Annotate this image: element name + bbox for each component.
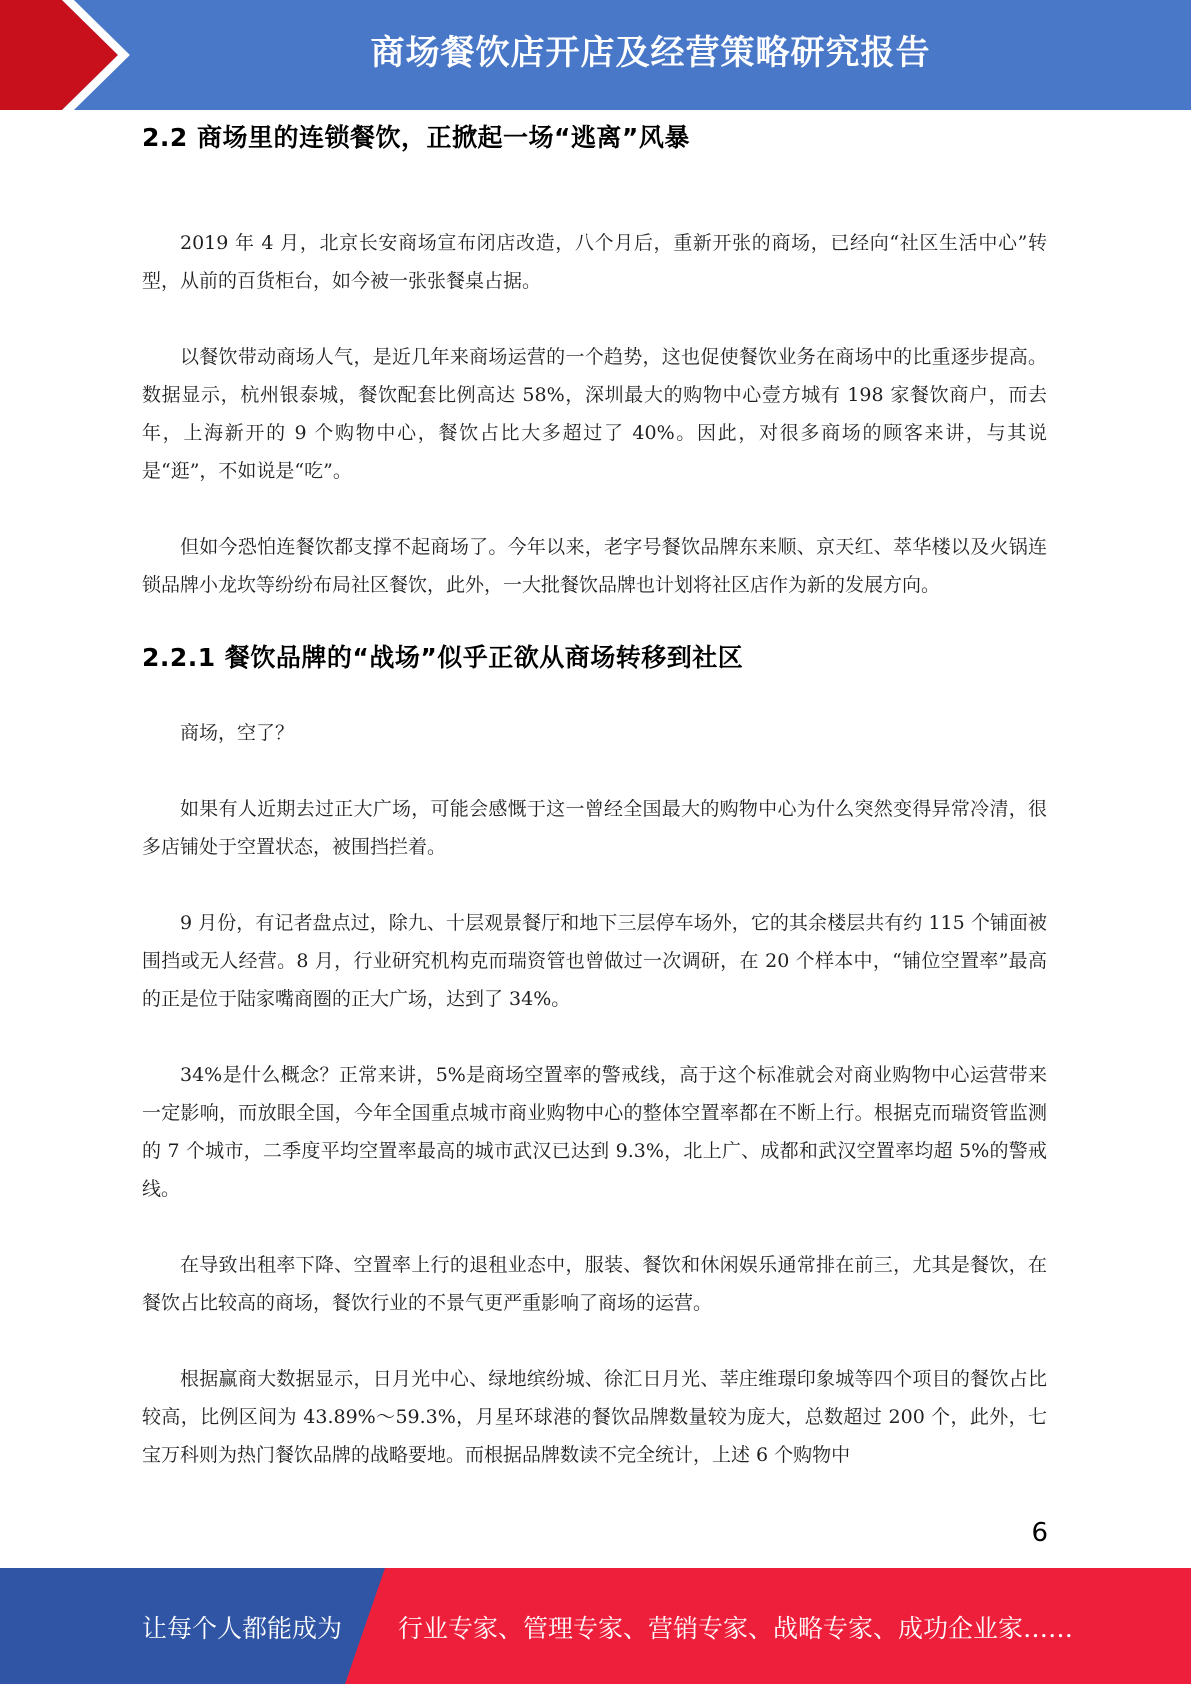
footer-slogan-left: 让每个人都能成为 — [142, 1614, 343, 1643]
paragraph: 以餐饮带动商场人气，是近几年来商场运营的一个趋势，这也促使餐饮业务在商场中的比重逐步提高。数据显示，杭州银泰城，餐饮配套比例高达 58%，深圳最大的购物中心壹方城有 198 家餐饮商户，而去年，上海新开的 9 个购物中心，餐饮占比大多超过了 40%。因此，对很多商场的顾客来讲，与其说是“逛”，不如说是“吃”。 — [142, 346, 1047, 482]
page-content — [142, 118, 1047, 1474]
header-red-chevron — [0, 0, 160, 110]
report-title: 商场餐饮店开店及经营策略研究报告 — [370, 33, 931, 73]
paragraph: 9 月份，有记者盘点过，除九、十层观景餐厅和地下三层停车场外，它的其余楼层共有约 115 个铺面被围挡或无人经营。8 月，行业研究机构克而瑞资管也曾做过一次调研，在 20 个样本中，“铺位空置率”最高的正是位于陆家嘴商圈的正大广场，达到了 34%。 — [142, 912, 1047, 1010]
paragraph: 2019 年 4 月，北京长安商场宣布闭店改造，八个月后，重新开张的商场，已经向“社区生活中心”转型，从前的百货柜台，如今被一张张餐桌占据。 — [142, 232, 1047, 292]
paragraph: 34%是什么概念？正常来讲，5%是商场空置率的警戒线，高于这个标准就会对商业购物中心运营带来一定影响，而放眼全国，今年全国重点城市商业购物中心的整体空置率都在不断上行。根据克而瑞资管监测的 7 个城市，二季度平均空置率最高的城市武汉已达到 9.3%，北上广、成都和武汉空置率均超 5%的警戒线。 — [142, 1064, 1047, 1200]
paragraph: 根据赢商大数据显示，日月光中心、绿地缤纷城、徐汇日月光、莘庄维璟印象城等四个项目的餐饮占比较高，比例区间为 43.89%～59.3%，月星环球港的餐饮品牌数量较为庞大，总数超过 200 个，此外，七宝万科则为热门餐饮品牌的战略要地。而根据品牌数读不完全统计，上述 6 个购物中 — [142, 1368, 1047, 1466]
header-banner — [0, 0, 1191, 110]
paragraph: 商场，空了？ — [180, 722, 295, 744]
page-number: 6 — [1031, 1518, 1048, 1548]
footer-slogan-right: 行业专家、管理专家、营销专家、战略专家、成功企业家…… — [398, 1614, 1074, 1643]
paragraph: 如果有人近期去过正大广场，可能会感慨于这一曾经全国最大的购物中心为什么突然变得异常冷清，很多店铺处于空置状态，被围挡拦着。 — [142, 798, 1047, 858]
section-heading: 2.2 商场里的连锁餐饮，正掀起一场“逃离”风暴 — [142, 123, 690, 152]
paragraph: 但如今恐怕连餐饮都支撑不起商场了。今年以来，老字号餐饮品牌东来顺、京天红、萃华楼以及火锅连锁品牌小龙坎等纷纷布局社区餐饮，此外，一大批餐饮品牌也计划将社区店作为新的发展方向。 — [142, 536, 1047, 596]
footer-banner — [0, 1568, 1191, 1684]
subsection-heading: 2.2.1 餐饮品牌的“战场”似乎正欲从商场转移到社区 — [142, 643, 744, 672]
paragraph: 在导致出租率下降、空置率上行的退租业态中，服装、餐饮和休闲娱乐通常排在前三，尤其是餐饮，在餐饮占比较高的商场，餐饮行业的不景气更严重影响了商场的运营。 — [142, 1254, 1047, 1314]
